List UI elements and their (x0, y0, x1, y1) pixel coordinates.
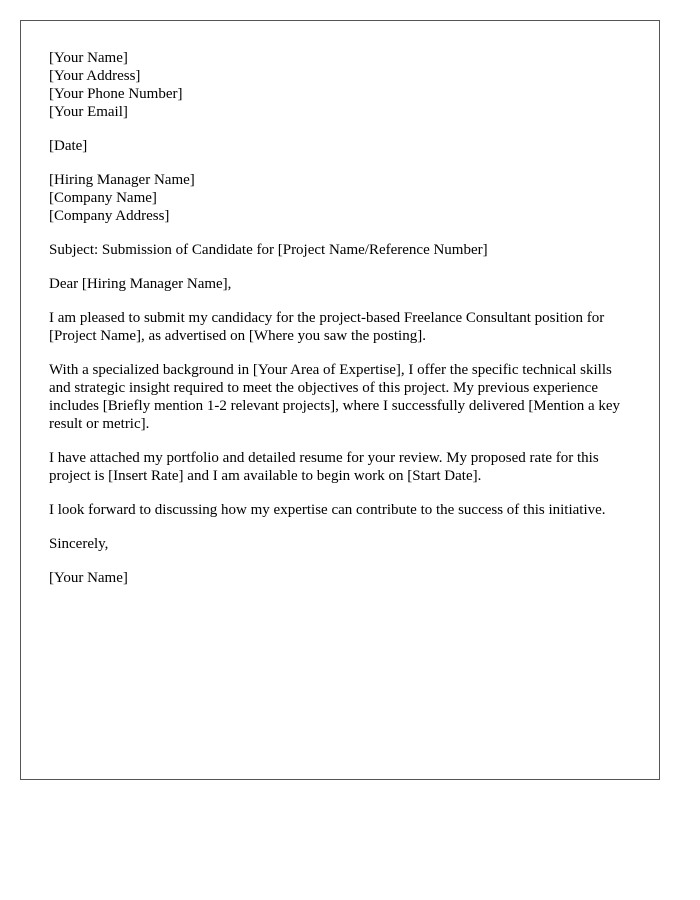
recipient-address: [Company Address] (49, 208, 170, 224)
letter-closing: Sincerely, (49, 536, 109, 552)
letter-date: [Date] (49, 138, 88, 154)
body-paragraph-4: I look forward to discussing how my expertise can contribute to the success of this initiative. (49, 502, 606, 518)
sender-name: [Your Name] (49, 50, 128, 66)
recipient-block (49, 171, 635, 225)
body-paragraph-1: I am pleased to submit my candidacy for the project-based Freelance Consultant position for [Project Name], as advertised on [Where you saw the posting]. (49, 310, 605, 344)
letter-salutation: Dear [Hiring Manager Name], (49, 276, 232, 292)
recipient-manager: [Hiring Manager Name] (49, 172, 195, 188)
letter-subject: Subject: Submission of Candidate for [Project Name/Reference Number] (49, 242, 488, 258)
sender-address: [Your Address] (49, 68, 141, 84)
letter-body (49, 49, 635, 603)
body-paragraph-2: With a specialized background in [Your Area of Expertise], I offer the specific technical skills and strategic insight required to meet the objectives of this project. My previous experience includes [Briefly mention 1-2 relevant projects], where I successfully delivered [Mention a key result or metric]. (49, 362, 621, 432)
sender-block (49, 49, 635, 121)
sender-phone: [Your Phone Number] (49, 86, 183, 102)
letter-signature: [Your Name] (49, 570, 128, 586)
body-paragraph-3: I have attached my portfolio and detailed resume for your review. My proposed rate for this project is [Insert Rate] and I am available to begin work on [Start Date]. (49, 450, 599, 484)
sender-email: [Your Email] (49, 104, 128, 120)
recipient-company: [Company Name] (49, 190, 157, 206)
letter-page (20, 20, 660, 780)
